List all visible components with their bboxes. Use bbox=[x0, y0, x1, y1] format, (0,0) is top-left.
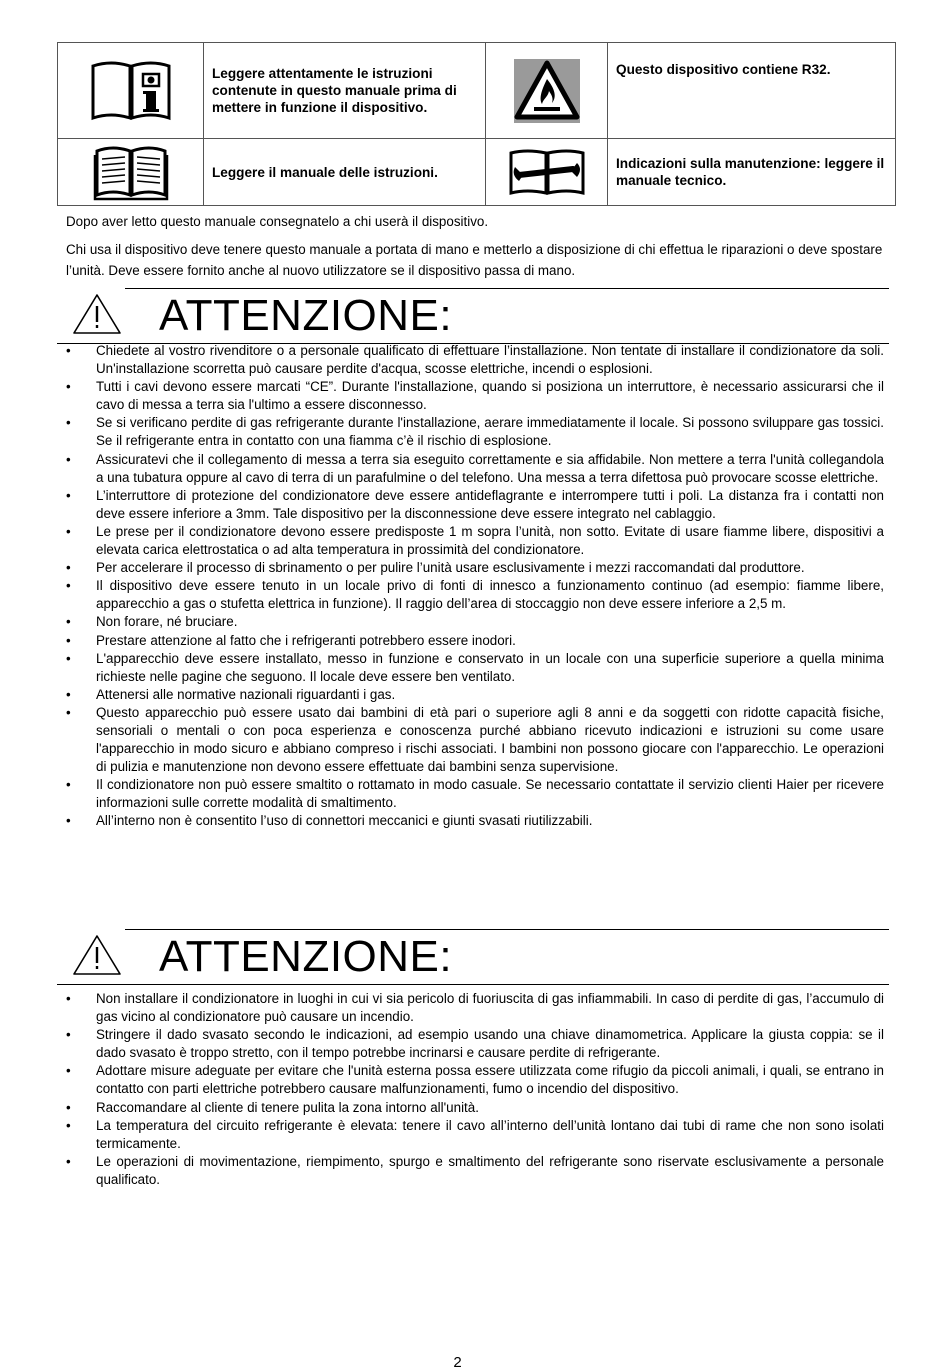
bullet-icon: • bbox=[66, 704, 71, 720]
symbol-cell bbox=[486, 43, 608, 139]
warning-item-text: Per accelerare il processo di sbrinamento o per pulire l’unità usare esclusivamente i mezzi raccomandati dal produttore. bbox=[96, 560, 805, 576]
warning-item bbox=[66, 342, 884, 378]
info-book-icon bbox=[89, 58, 173, 124]
bullet-icon: • bbox=[66, 560, 71, 576]
warning-item bbox=[66, 686, 884, 704]
warning-item bbox=[66, 1062, 884, 1098]
warning-item bbox=[66, 632, 884, 650]
warning-item-text: Le prese per il condizionatore devono essere predisposte 1 m sopra l’unità, non sotto. Evitate di usare fiamme libere, dispositivi a elevata carica elettrostatica o ad alta temperatura in prossimità del condizionatore. bbox=[96, 523, 884, 558]
warning-item bbox=[66, 577, 884, 613]
warning-item bbox=[66, 1153, 884, 1189]
warning-header-1 bbox=[57, 288, 887, 348]
symbols-table bbox=[57, 42, 896, 206]
warning-title: ATTENZIONE: bbox=[159, 291, 453, 340]
warning-item bbox=[66, 487, 884, 523]
intro-paragraph-1: Dopo aver letto questo manuale consegnatelo a chi userà il dispositivo. bbox=[66, 214, 489, 229]
warning-item-text: Il condizionatore non può essere smaltito o rottamato in modo casuale. Se necessario contattate il servizio clienti Haier per ricevere informazioni sulle corrette modalità di smaltimento. bbox=[96, 777, 884, 811]
warning-item-text: All’interno non è consentito l’uso di connettori meccanici e giunti svasati riutilizzabili. bbox=[96, 813, 593, 829]
warning-item bbox=[66, 559, 884, 577]
bullet-icon: • bbox=[66, 487, 71, 503]
warning-item bbox=[66, 650, 884, 686]
warning-item-text: Stringere il dado svasato secondo le indicazioni, ad esempio usando una chiave dinamometrica. Applicare la giusta coppia: se il dado svasato è troppo stretto, con il tempo potrebbe incrinarsi e causare perdite di refrigerante. bbox=[96, 1027, 884, 1061]
wrench-manual-icon bbox=[507, 147, 587, 197]
warning-item bbox=[66, 378, 884, 414]
warning-item-text: Chiedete al vostro rivenditore o a personale qualificato di effettuare l’installazione. Non tentate di installare il condizionatore da soli. Un'installazione scorretta può causare perdite d'acqua, scosse elettriche, incendi o esplosioni. bbox=[96, 343, 884, 377]
bullet-icon: • bbox=[66, 343, 71, 358]
warning-item-text: Assicuratevi che il collegamento di messa a terra sia eseguito correttamente e sia affidabile. Non mettere a terra l'unità collegandola a una tubatura oppure al cavo di terra di un parafulmine o del telefono. Una messa a terra difettosa può provocare scosse elettriche. bbox=[96, 451, 884, 485]
warning-item-text: Se si verificano perdite di gas refrigerante durante l'installazione, aerare immediatamente il locale. Si possono sviluppare gas tossici. Se il refrigerante entra in contatto con una fiamma c’è il rischio di esplosione. bbox=[96, 415, 884, 449]
warning-item bbox=[66, 704, 884, 776]
contains-r32-text: Questo dispositivo contiene R32. bbox=[608, 43, 896, 139]
symbol-cell bbox=[58, 43, 204, 139]
warning-item bbox=[66, 1026, 884, 1062]
bullet-icon: • bbox=[66, 379, 71, 395]
bullet-icon: • bbox=[66, 686, 71, 702]
warning-item bbox=[66, 1117, 884, 1153]
warning-item-text: Tutti i cavi devono essere marcati “CE”. Durante l'installazione, quando si posiziona un interruttore, è necessario assicurarsi che il cavo di messa a terra sia l'ultimo a essere disconnesso. bbox=[96, 379, 884, 413]
warning-item-text: L’interruttore di protezione del condizionatore deve essere antideflagrante e interrompere tutti i poli. La distanza fra i contatti non deve essere inferiore a 3mm. Tale dispositivo per la disconnessione deve essere integrato nel cablaggio. bbox=[96, 487, 884, 521]
warning-item-text: Attenersi alle normative nazionali riguardanti i gas. bbox=[96, 686, 396, 702]
warning-item-text: Non forare, né bruciare. bbox=[96, 614, 238, 630]
symbol-cell bbox=[486, 139, 608, 206]
warning-item bbox=[66, 1099, 884, 1117]
warning-item bbox=[66, 451, 884, 487]
warning-item bbox=[66, 523, 884, 559]
bullet-icon: • bbox=[66, 632, 71, 648]
warning-item bbox=[66, 990, 884, 1026]
bullet-icon: • bbox=[66, 777, 71, 793]
warning-item-text: Raccomandare al cliente di tenere pulita la zona intorno all'unità. bbox=[96, 1099, 479, 1115]
bullet-icon: • bbox=[66, 1027, 71, 1043]
warning-item-text: La temperatura del circuito refrigerante è elevata: tenere il cavo all’interno dell’unità lontano dai tubi di rame che non sono isolati termicamente. bbox=[96, 1117, 884, 1151]
bullet-icon: • bbox=[66, 1153, 71, 1169]
service-manual-text: Indicazioni sulla manutenzione: leggere il manuale tecnico. bbox=[608, 139, 896, 206]
page-number: 2 bbox=[453, 1354, 462, 1371]
warning-item bbox=[66, 414, 884, 450]
warning-item bbox=[66, 613, 884, 631]
bullet-icon: • bbox=[66, 1063, 71, 1079]
bullet-icon: • bbox=[66, 650, 71, 666]
warning-item-text: Le operazioni di movimentazione, riempimento, spurgo e smaltimento del refrigerante sono riservate esclusivamente a personale qualificato. bbox=[96, 1153, 884, 1187]
bullet-icon: • bbox=[66, 415, 71, 431]
warning-item-text: Non installare il condizionatore in luoghi in cui vi sia pericolo di fuoriuscita di gas infiammabili. In caso di perdite di gas, l’accumulo di gas vicino al condizionatore può causare un incendio. bbox=[96, 991, 884, 1025]
warning-triangle-icon bbox=[71, 932, 123, 978]
open-book-icon bbox=[93, 143, 169, 201]
intro-paragraph-2: Chi usa il dispositivo deve tenere questo manuale a portata di mano e metterlo a disposizione di chi effettua le riparazioni o deve spostare l’unità. Deve essere fornito anche al nuovo utilizzatore se il dispositivo passa di mano. bbox=[66, 242, 883, 278]
warning-list-1 bbox=[66, 342, 884, 831]
warning-header-2 bbox=[57, 929, 887, 989]
warning-item-text: Prestare attenzione al fatto che i refrigeranti potrebbero essere inodori. bbox=[96, 632, 516, 648]
warning-item-text: Questo apparecchio può essere usato dai bambini di età pari o superiore agli 8 anni e da soggetti con ridotte capacità fisiche, sensoriali o mentali o con poca esperienza e conoscenza purché abbiano ricevuto indicazioni e istruzioni su come usare l'apparecchio in modo sicuro e abbiano compreso i rischi associati. I bambini non possono giocare con l'apparecchio. Le operazioni di pulizia e manutenzione non devono essere effettuate dai bambini senza supervisione. bbox=[96, 704, 884, 775]
warning-item bbox=[66, 776, 884, 812]
warning-list-2 bbox=[66, 990, 884, 1189]
warning-item-text: Adottare misure adeguate per evitare che l'unità esterna possa essere utilizzata come rifugio da piccoli animali, i quali, se entrano in contatto con parti elettriche potrebbero causare malfunzionamenti, fumo o incendio del dispositivo. bbox=[96, 1063, 884, 1097]
flammable-warning-icon bbox=[512, 57, 582, 125]
warning-title: ATTENZIONE: bbox=[159, 932, 453, 981]
warning-item bbox=[66, 812, 884, 830]
warning-triangle-icon bbox=[71, 291, 123, 337]
bullet-icon: • bbox=[66, 991, 71, 1006]
warning-item-text: Il dispositivo deve essere tenuto in un locale privo di fonti di innesco a funzionamento continuo (ad esempio: fiamme libere, apparecchio a gas o stufetta elettrica in funzione). Il raggio dell’area di stoccaggio non deve essere inferiore a 2,5 m. bbox=[96, 578, 884, 612]
bullet-icon: • bbox=[66, 1117, 71, 1133]
bullet-icon: • bbox=[66, 1099, 71, 1115]
read-instructions-text: Leggere attentamente le istruzioni contenute in questo manuale prima di mettere in funzione il dispositivo. bbox=[204, 43, 486, 139]
symbol-cell bbox=[58, 139, 204, 206]
bullet-icon: • bbox=[66, 614, 71, 630]
bullet-icon: • bbox=[66, 523, 71, 539]
bullet-icon: • bbox=[66, 813, 71, 829]
warning-item-text: L'apparecchio deve essere installato, messo in funzione e conservato in un locale con una superficie superiore a quella minima richieste nelle pagine che seguono. Il locale deve essere ben ventilato. bbox=[96, 650, 884, 684]
bullet-icon: • bbox=[66, 451, 71, 467]
bullet-icon: • bbox=[66, 578, 71, 594]
read-manual-text: Leggere il manuale delle istruzioni. bbox=[204, 139, 486, 206]
